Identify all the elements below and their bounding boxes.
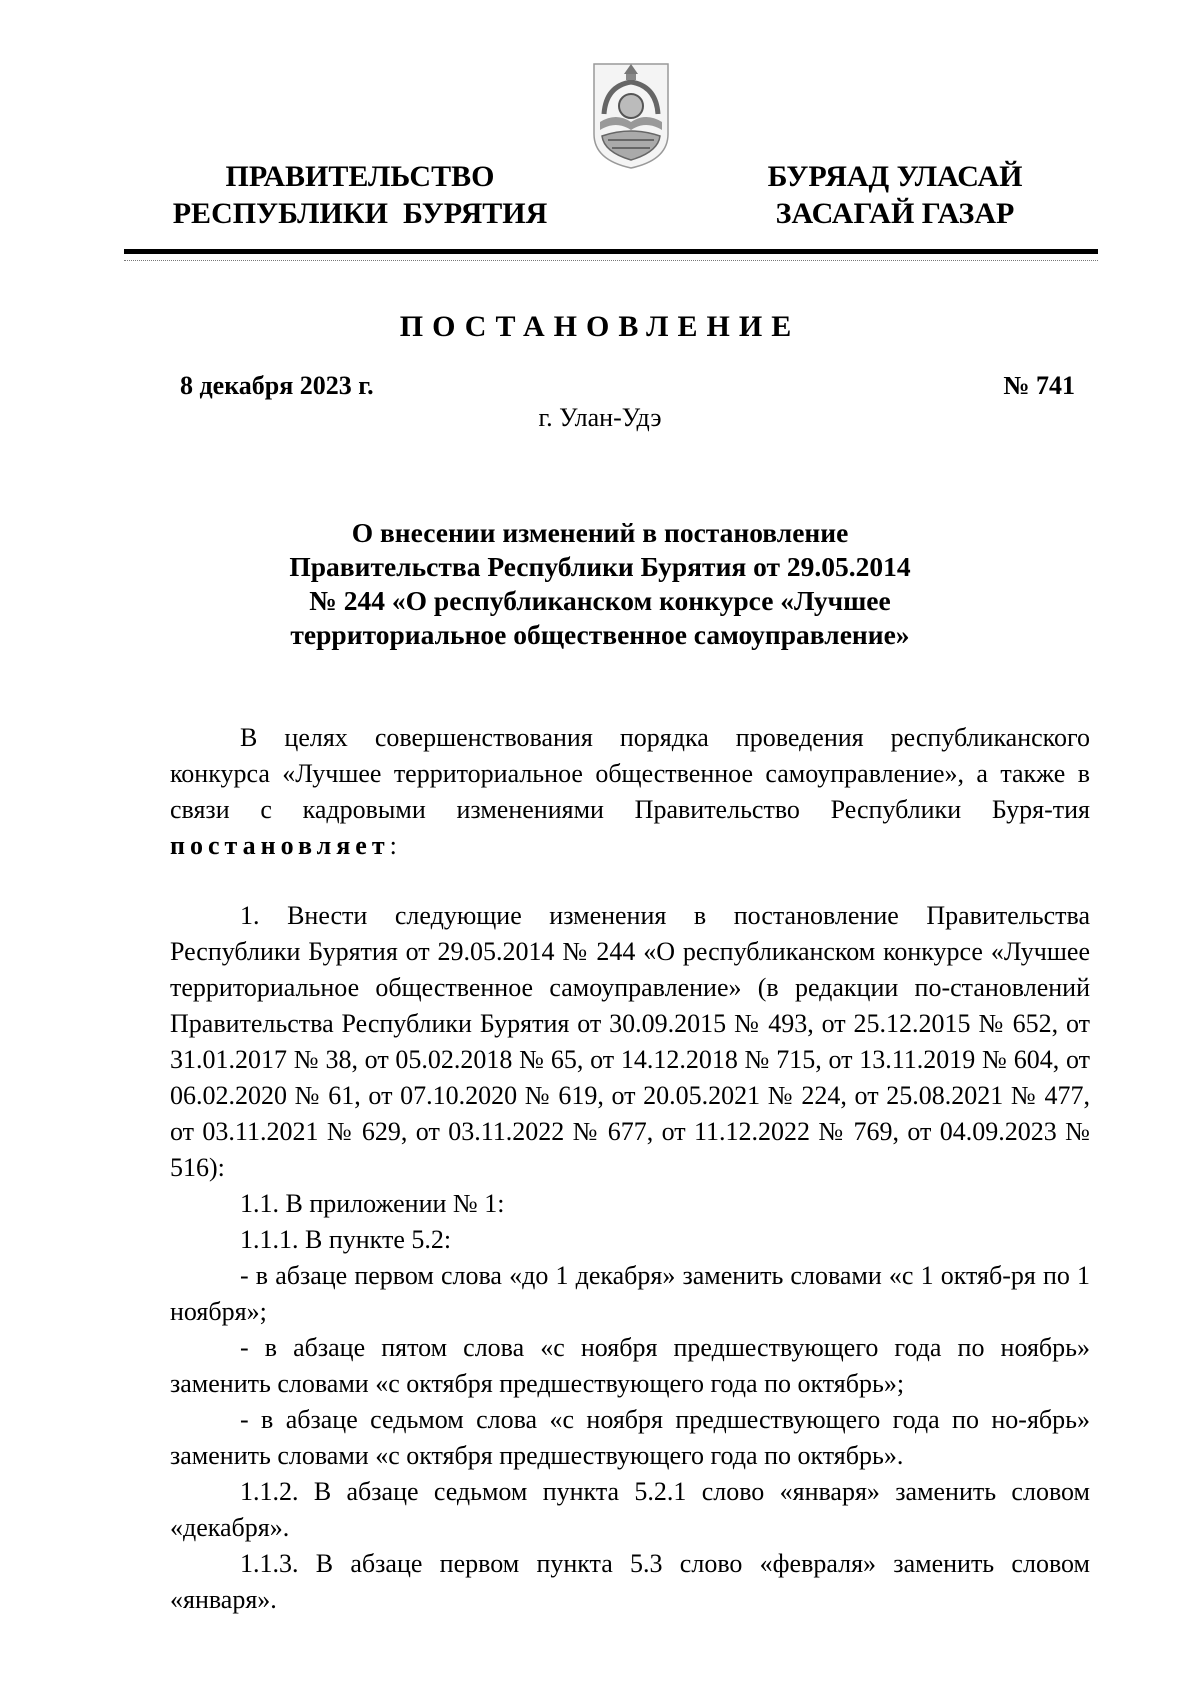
document-date: 8 декабря 2023 г. bbox=[180, 371, 374, 400]
decree-word: постановляет bbox=[170, 831, 390, 860]
document-title bbox=[200, 516, 1000, 652]
org-name-buryat-line-1: БУРЯАД УЛАСАЙ bbox=[767, 160, 1023, 193]
document-number: № 741 bbox=[1003, 371, 1075, 400]
item-paragraph: 1. Внести следующие изменения в постановление Правительства Республики Бурятия от 29.05.2014 № 244 «О республиканском конкурсе «Лучшее территориальное общественное самоуправление» (в редакции по-становлений Правительства Республики Бурятия от 30.09.2015 № 493, от 25.12.2015 № 652, от 31.01.2017 № 38, от 05.02.2018 № 65, от 14.12.2018 № 715, от 13.11.2019 № 604, от 06.02.2020 № 61, от 07.10.2020 № 619, от 20.05.2021 № 224, от 25.08.2021 № 477, от 03.11.2021 № 629, от 03.11.2022 № 677, от 11.12.2022 № 769, от 04.09.2023 № 516): bbox=[170, 901, 1090, 1182]
org-name-buryat-line-2: ЗАСАГАЙ ГАЗАР bbox=[775, 197, 1015, 230]
org-name-russian bbox=[160, 158, 560, 232]
org-name-russian-line-2: РЕСПУБЛИКИ БУРЯТИЯ bbox=[172, 197, 548, 230]
item-paragraph: 1.1.3. В абзаце первом пункта 5.3 слово «февраля» заменить словом «января». bbox=[170, 1549, 1090, 1614]
preamble-paragraph bbox=[170, 720, 1090, 864]
document-city: г. Улан-Удэ bbox=[538, 403, 662, 432]
item-paragraph: 1.1.2. В абзаце седьмом пункта 5.2.1 слово «января» заменить словом «декабря». bbox=[170, 1477, 1090, 1542]
item-paragraph: 1.1. В приложении № 1: bbox=[240, 1189, 505, 1218]
item-paragraph: - в абзаце седьмом слова «с ноября предшествующего года по но-ябрь» заменить словами «с октября предшествующего года по октябрь». bbox=[170, 1405, 1090, 1470]
header-divider-thin bbox=[124, 260, 1098, 261]
title-line: № 244 «О республиканском конкурсе «Лучшее bbox=[309, 585, 891, 616]
document-body bbox=[170, 720, 1090, 1618]
item-paragraph: 1.1.1. В пункте 5.2: bbox=[240, 1225, 452, 1254]
preamble-end: : bbox=[389, 831, 397, 860]
title-line: территориальное общественное самоуправление» bbox=[290, 619, 910, 650]
item-paragraph: - в абзаце пятом слова «с ноября предшествующего года по ноябрь» заменить словами «с октября предшествующего года по октябрь»; bbox=[170, 1333, 1090, 1398]
preamble-text: В целях совершенствования порядка проведения республиканского конкурса «Лучшее территориальное общественное самоуправление», а также в связи с кадровыми изменениями Правительство Республики Буря-тия bbox=[170, 723, 1090, 824]
coat-of-arms-icon bbox=[586, 56, 676, 172]
header-divider-thick bbox=[124, 249, 1098, 254]
title-line: О внесении изменений в постановление bbox=[351, 517, 849, 548]
org-name-buryat bbox=[730, 158, 1060, 232]
org-name-russian-line-1: ПРАВИТЕЛЬСТВО bbox=[225, 160, 495, 193]
document-type: ПОСТАНОВЛЕНИЕ bbox=[399, 310, 801, 343]
item-paragraph: - в абзаце первом слова «до 1 декабря» заменить словами «с 1 октяб-ря по 1 ноября»; bbox=[170, 1261, 1090, 1326]
title-line: Правительства Республики Бурятия от 29.05.2014 bbox=[289, 551, 911, 582]
